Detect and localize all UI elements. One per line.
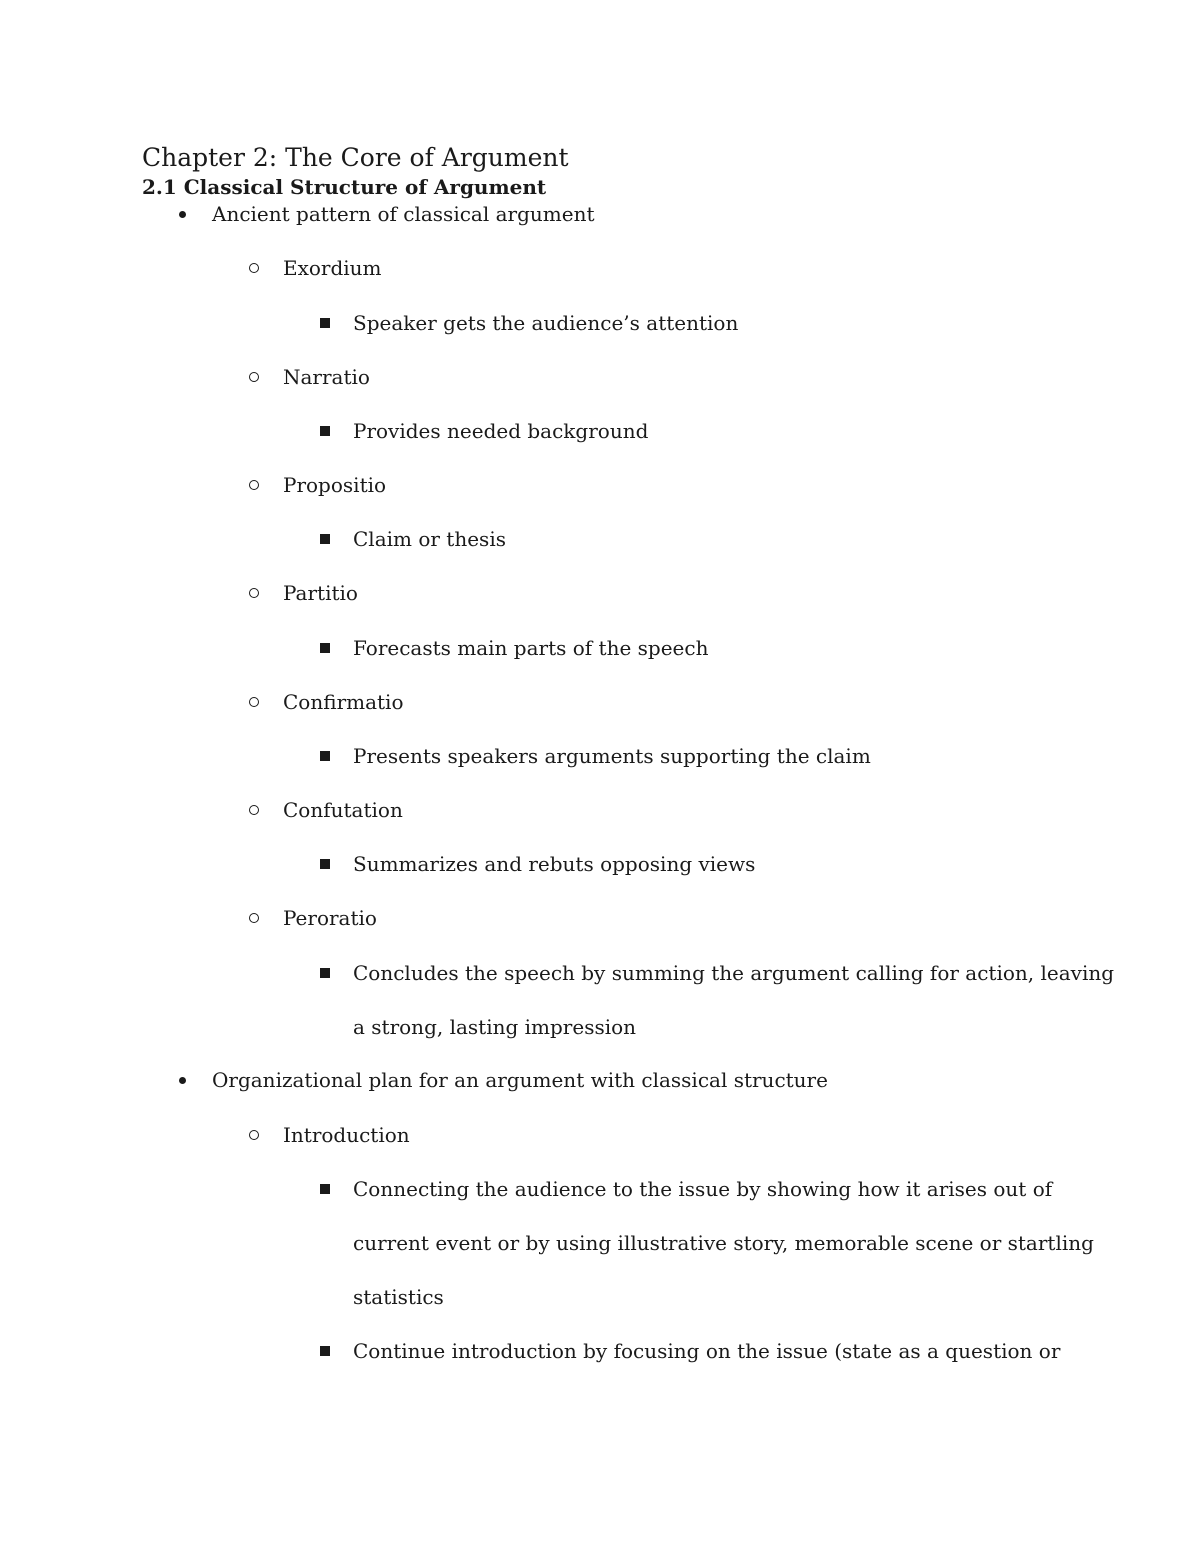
filled-circle-bullet-icon	[179, 211, 186, 218]
square-bullet-icon	[320, 643, 330, 653]
list-item-level-2: Confirmatio	[283, 690, 404, 714]
square-bullet-icon	[320, 859, 330, 869]
chapter-title: Chapter 2: The Core of Argument	[142, 143, 569, 172]
list-item-continuation: a strong, lasting impression	[353, 1015, 637, 1039]
list-item-continuation: statistics	[353, 1285, 444, 1309]
hollow-circle-bullet-icon	[249, 1130, 259, 1140]
list-item-level-3: Provides needed background	[353, 419, 649, 443]
list-item-level-3: Summarizes and rebuts opposing views	[353, 852, 756, 876]
list-item-level-1: Ancient pattern of classical argument	[212, 202, 595, 226]
section-title: 2.1 Classical Structure of Argument	[142, 175, 547, 199]
list-item-level-3: Concludes the speech by summing the argument calling for action, leaving	[353, 961, 1115, 985]
square-bullet-icon	[320, 318, 330, 328]
hollow-circle-bullet-icon	[249, 697, 259, 707]
list-item-continuation: current event or by using illustrative story, memorable scene or startling	[353, 1231, 1094, 1255]
list-item-level-2: Peroratio	[283, 906, 377, 930]
list-item-level-3: Continue introduction by focusing on the issue (state as a question or	[353, 1339, 1061, 1363]
hollow-circle-bullet-icon	[249, 588, 259, 598]
list-item-level-3: Speaker gets the audience’s attention	[353, 311, 739, 335]
hollow-circle-bullet-icon	[249, 805, 259, 815]
square-bullet-icon	[320, 1346, 330, 1356]
list-item-level-3: Forecasts main parts of the speech	[353, 636, 709, 660]
list-item-level-2: Narratio	[283, 365, 370, 389]
list-item-level-1: Organizational plan for an argument with classical structure	[212, 1068, 828, 1092]
hollow-circle-bullet-icon	[249, 913, 259, 923]
list-item-level-3: Claim or thesis	[353, 527, 506, 551]
hollow-circle-bullet-icon	[249, 263, 259, 273]
square-bullet-icon	[320, 751, 330, 761]
square-bullet-icon	[320, 968, 330, 978]
list-item-level-2: Propositio	[283, 473, 387, 497]
list-item-level-3: Connecting the audience to the issue by showing how it arises out of	[353, 1177, 1053, 1201]
list-item-level-3: Presents speakers arguments supporting the claim	[353, 744, 871, 768]
square-bullet-icon	[320, 534, 330, 544]
square-bullet-icon	[320, 1184, 330, 1194]
square-bullet-icon	[320, 426, 330, 436]
hollow-circle-bullet-icon	[249, 480, 259, 490]
list-item-level-2: Confutation	[283, 798, 403, 822]
list-item-level-2: Introduction	[283, 1123, 410, 1147]
filled-circle-bullet-icon	[179, 1077, 186, 1084]
hollow-circle-bullet-icon	[249, 372, 259, 382]
list-item-level-2: Exordium	[283, 256, 382, 280]
list-item-level-2: Partitio	[283, 581, 358, 605]
